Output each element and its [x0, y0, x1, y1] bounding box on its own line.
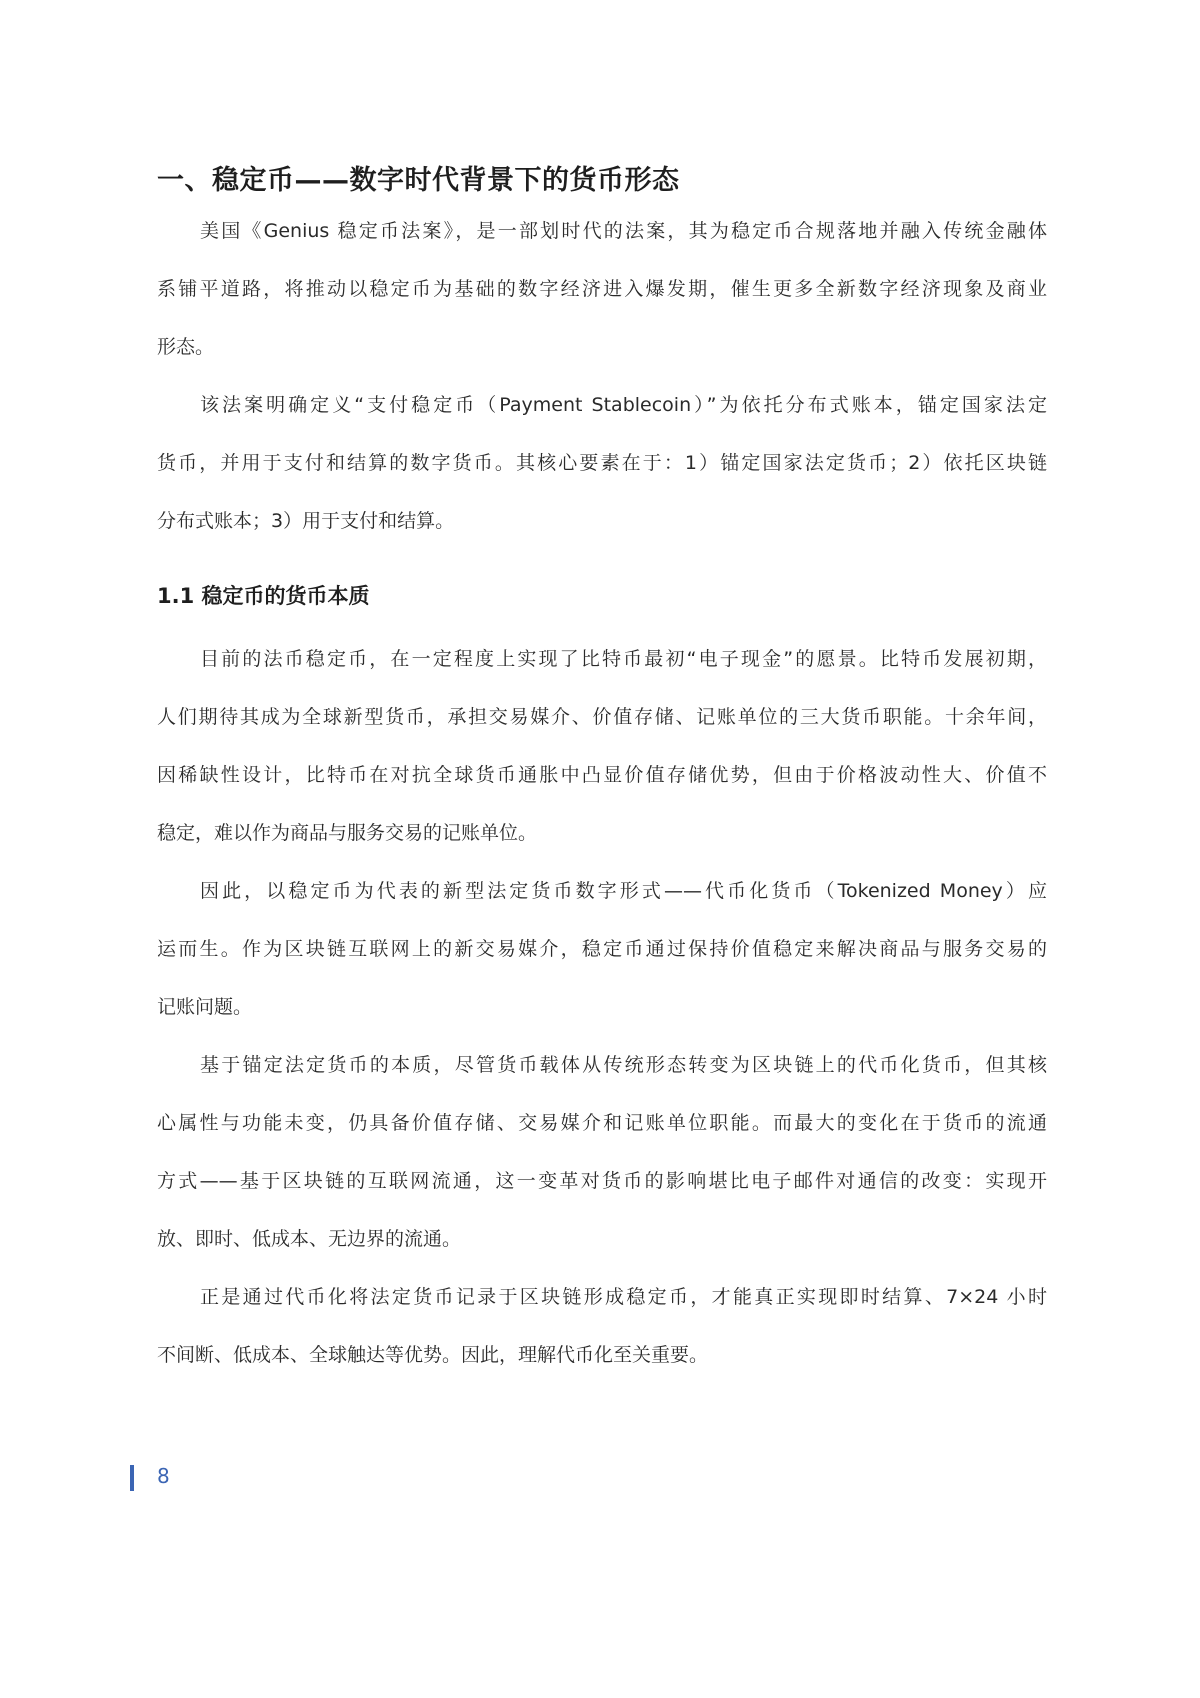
- paragraph-line: 稳定，难以作为商品与服务交易的记账单位。: [157, 822, 538, 844]
- paragraph-line: 美国《Genius 稳定币法案》，是一部划时代的法案，其为稳定币合规落地并融入传统金融体: [200, 220, 1047, 242]
- paragraph-line: 运而生。作为区块链互联网上的新交易媒介，稳定币通过保持价值稳定来解决商品与服务交易的: [157, 938, 1047, 960]
- paragraph-line: 货币，并用于支付和结算的数字货币。其核心要素在于：1）锚定国家法定货币；2）依托区块链: [157, 452, 1047, 474]
- paragraph-line: 正是通过代币化将法定货币记录于区块链形成稳定币，才能真正实现即时结算、7×24 小时: [200, 1286, 1047, 1308]
- paragraph-line: 基于锚定法定货币的本质，尽管货币载体从传统形态转变为区块链上的代币化货币，但其核: [200, 1054, 1047, 1076]
- paragraph-line: 该法案明确定义“支付稳定币（Payment Stablecoin）”为依托分布式账本，锚定国家法定: [200, 394, 1047, 416]
- subsection-heading: 1.1 稳定币的货币本质: [157, 584, 370, 608]
- paragraph-line: 因稀缺性设计，比特币在对抗全球货币通胀中凸显价值存储优势，但由于价格波动性大、价值不: [157, 764, 1047, 786]
- paragraph-line: 分布式账本；3）用于支付和结算。: [157, 510, 455, 532]
- paragraph-line: 放、即时、低成本、无边界的流通。: [157, 1228, 462, 1250]
- paragraph-line: 人们期待其成为全球新型货币，承担交易媒介、价值存储、记账单位的三大货币职能。十余年间，: [157, 706, 1047, 728]
- paragraph-line: 系铺平道路，将推动以稳定币为基础的数字经济进入爆发期，催生更多全新数字经济现象及商业: [157, 278, 1047, 300]
- paragraph-line: 因此，以稳定币为代表的新型法定货币数字形式——代币化货币（Tokenized Money）应: [200, 880, 1047, 902]
- paragraph-line: 不间断、低成本、全球触达等优势。因此，理解代币化至关重要。: [157, 1344, 709, 1366]
- page-number-accent-bar: [130, 1465, 134, 1491]
- paragraph-line: 记账问题。: [157, 996, 253, 1018]
- page-number: 8: [157, 1464, 170, 1488]
- paragraph-line: 目前的法币稳定币，在一定程度上实现了比特币最初“电子现金”的愿景。比特币发展初期，: [200, 648, 1047, 670]
- paragraph-line: 心属性与功能未变，仍具备价值存储、交易媒介和记账单位职能。而最大的变化在于货币的流通: [157, 1112, 1047, 1134]
- paragraph-line: 形态。: [157, 336, 215, 358]
- paragraph-line: 方式——基于区块链的互联网流通，这一变革对货币的影响堪比电子邮件对通信的改变：实现开: [157, 1170, 1047, 1192]
- section-heading: 一、稳定币——数字时代背景下的货币形态: [157, 165, 680, 196]
